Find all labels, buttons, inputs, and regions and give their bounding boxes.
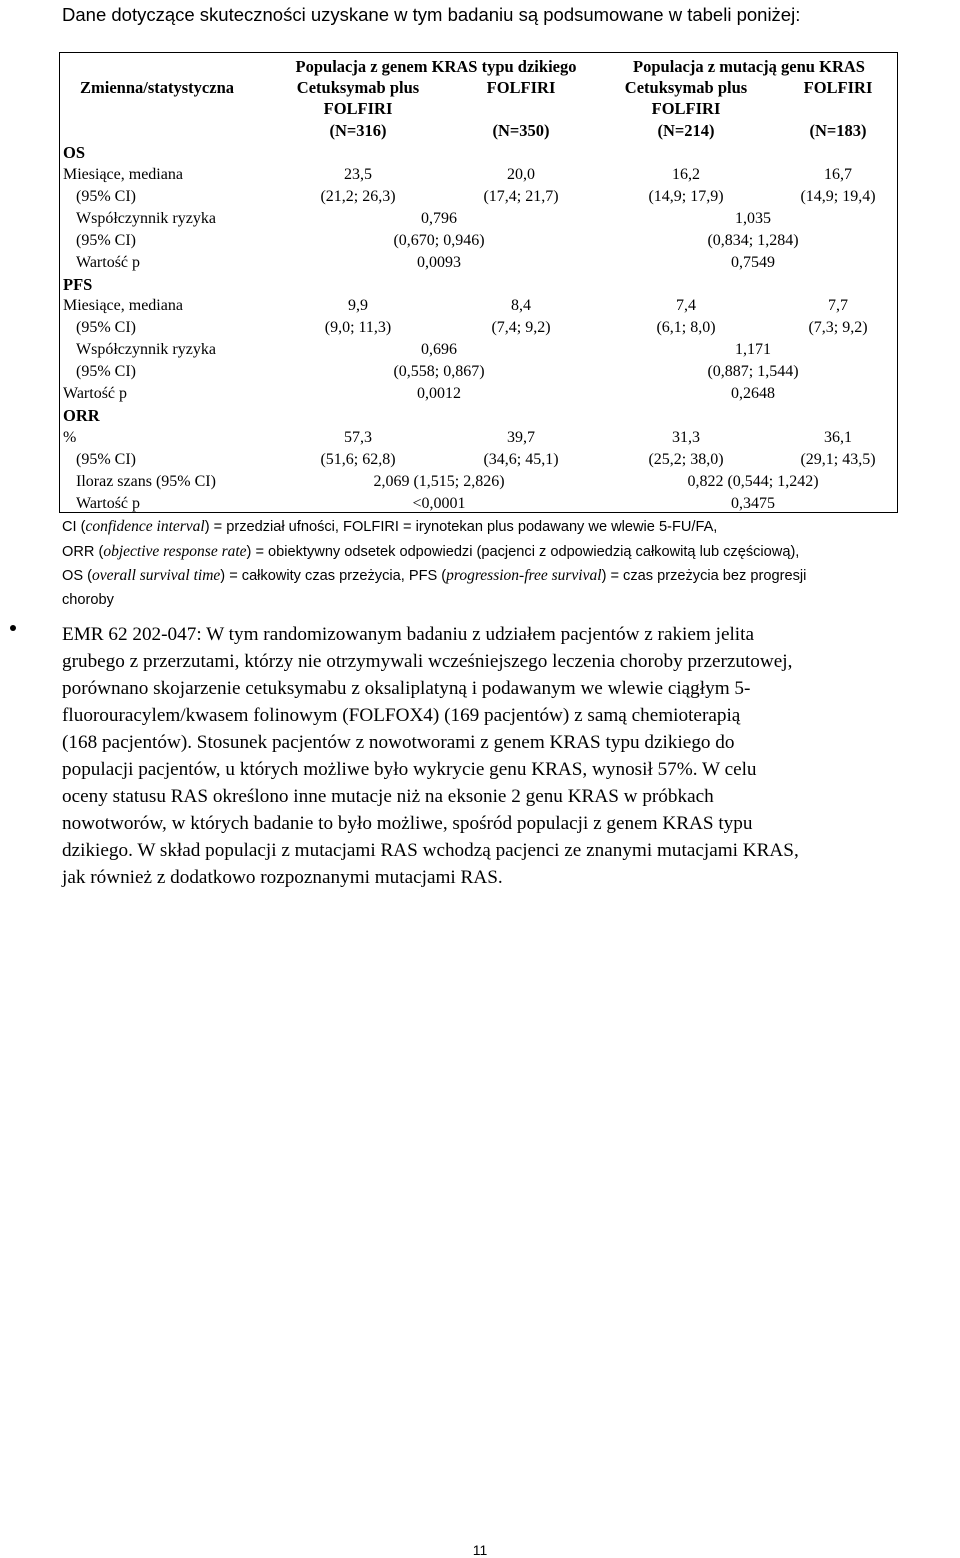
row-label: (95% CI): [76, 363, 136, 380]
table-cell: (9,0; 11,3): [324, 319, 392, 336]
footnote-text: CI (: [62, 519, 86, 535]
table-cell: (14,9; 17,9): [648, 188, 724, 205]
row-label: (95% CI): [76, 451, 136, 468]
table-cell: 7,7: [828, 297, 848, 314]
table-cell: (21,2; 26,3): [320, 188, 396, 205]
row-label: Wartość p: [63, 385, 128, 402]
table-cell: 1,171: [735, 341, 771, 358]
orr-title: ORR: [63, 406, 100, 425]
table-row: [60, 230, 899, 252]
header-group-mut: Populacja z mutacją genu KRAS: [633, 57, 865, 76]
section-title-pfs: [60, 274, 899, 296]
table-cell: (0,887; 1,544): [707, 363, 799, 380]
footnote-text: ) = obiektywny odsetek odpowiedzi (pacjenci z odpowiedzią całkowitą lub częściową),: [246, 543, 800, 560]
table-cell: (51,6; 62,8): [320, 451, 396, 468]
row-label: Iloraz szans (95% CI): [76, 473, 216, 490]
table-cell: 39,7: [507, 429, 535, 446]
table-row: [60, 361, 899, 383]
os-title: OS: [63, 143, 86, 162]
footnote-line: [62, 540, 960, 565]
header-mut-folfiri: FOLFIRI: [803, 78, 873, 97]
table-row: [60, 493, 899, 515]
table-cell: 0,0012: [417, 385, 461, 402]
header-group-wt: Populacja z genem KRAS typu dzikiego: [295, 57, 577, 76]
table-cell: (7,3; 9,2): [808, 319, 868, 336]
table-row: [60, 164, 899, 186]
footnote-text: ORR (: [62, 543, 104, 560]
table-cell: 0,696: [421, 341, 457, 358]
section-title-orr: [60, 405, 899, 427]
efficacy-table: [59, 52, 898, 513]
header-n-mut-cet: (N=214): [657, 121, 715, 140]
paragraph-line: EMR 62 202-047: W tym randomizowanym badaniu z udziałem pacjentów z rakiem jelita: [62, 624, 754, 645]
intro-text: Dane dotyczące skuteczności uzyskane w tym badaniu są podsumowane w tabeli poniżej:: [62, 4, 801, 25]
footnote-line: choroby: [62, 591, 114, 608]
table-row: [60, 208, 899, 230]
table-cell: 16,2: [672, 166, 700, 183]
row-label: Współczynnik ryzyka: [76, 210, 216, 227]
row-label: %: [63, 429, 77, 446]
footnote-italic: objective response rate: [103, 542, 247, 560]
table-cell: 36,1: [824, 429, 852, 446]
table-cell: (7,4; 9,2): [491, 319, 551, 336]
row-label: Miesiące, mediana: [63, 166, 183, 183]
bullet-icon: [10, 625, 16, 631]
section-title-os: [60, 142, 899, 164]
row-label: (95% CI): [76, 319, 136, 336]
paragraph-line: (168 pacjentów). Stosunek pacjentów z nowotworami z genem KRAS typu dzikiego do: [62, 732, 735, 753]
footnote-text: ) = całkowity czas przeżycia, PFS (: [220, 568, 447, 584]
footnote-text: OS (: [62, 568, 92, 584]
table-cell: 2,069 (1,515; 2,826): [373, 473, 505, 490]
table-row: [60, 339, 899, 361]
table-cell: 16,7: [824, 166, 852, 183]
table-cell: 0,0093: [417, 254, 461, 271]
header-wt-cetux: Cetuksymab plus: [296, 78, 420, 97]
table-cell: 31,3: [672, 429, 700, 446]
table-row: [60, 427, 899, 449]
row-label: Miesiące, mediana: [63, 297, 183, 314]
paragraph-line: oceny statusu RAS określono inne mutacje niż na eksonie 2 genu KRAS w próbkach: [62, 786, 714, 807]
table-cell: 0,3475: [731, 495, 775, 512]
study-paragraph: [62, 621, 960, 891]
paragraph-line: dzikiego. W skład populacji z mutacjami RAS wchodzą pacjenci ze znanymi mutacjami KRAS,: [62, 840, 799, 861]
row-label: Wartość p: [76, 495, 141, 512]
footnote-text: ) = czas przeżycia bez progresji: [601, 568, 807, 584]
table-cell: 8,4: [511, 297, 531, 314]
footnote-line: [62, 564, 960, 589]
footnote-text: ) = przedział ufności, FOLFIRI = irynotekan plus podawany we wlewie 5-FU/FA,: [204, 519, 718, 535]
table-cell: 0,822 (0,544; 1,242): [687, 473, 819, 490]
paragraph-line: fluorouracylem/kwasem folinowym (FOLFOX4) (169 pacjentów) z samą chemioterapią: [62, 705, 741, 726]
table-cell: (0,558; 0,867): [393, 363, 485, 380]
table-row: [60, 317, 899, 339]
pfs-title: PFS: [63, 275, 93, 294]
table-cell: 9,9: [348, 297, 368, 314]
header-n-mut-fol: (N=183): [809, 121, 867, 140]
table-cell: 0,7549: [731, 254, 775, 271]
table-cell: (14,9; 19,4): [800, 188, 876, 205]
table-cell: (0,834; 1,284): [707, 232, 799, 249]
row-label: Współczynnik ryzyka: [76, 341, 216, 358]
header-mut-cetux-2: FOLFIRI: [651, 99, 721, 118]
table-row: [60, 471, 899, 493]
row-label: Wartość p: [76, 254, 141, 271]
header-n-wt-cet: (N=316): [329, 121, 387, 140]
footnote-italic: confidence interval: [85, 518, 205, 535]
paragraph-line: populacji pacjentów, u których możliwe było wykrycie genu KRAS, wynosił 57%. W celu: [62, 759, 757, 780]
table-row: [60, 186, 899, 208]
table-row: [60, 449, 899, 471]
table-cell: 0,796: [421, 210, 457, 227]
header-wt-folfiri: FOLFIRI: [486, 78, 556, 97]
table-row: [60, 252, 899, 274]
table-row: [60, 383, 899, 405]
table-cell: (29,1; 43,5): [800, 451, 876, 468]
table-cell: 0,2648: [731, 385, 775, 402]
table-footnotes: [62, 515, 960, 612]
footnote-italic: progression-free survival: [446, 567, 602, 584]
table-cell: <0,0001: [412, 495, 466, 512]
table-cell: 1,035: [735, 210, 771, 227]
table-cell: (0,670; 0,946): [393, 232, 485, 249]
paragraph-line: porównano skojarzenie cetuksymabu z oksaliplatyną i podawanym we wlewie ciągłym 5-: [62, 678, 751, 699]
row-label: (95% CI): [76, 232, 136, 249]
table-row: [60, 295, 899, 317]
paragraph-line: grubego z przerzutami, którzy nie otrzymywali wcześniejszego leczenia choroby przerzutowej,: [62, 651, 793, 672]
table-cell: (6,1; 8,0): [656, 319, 716, 336]
page-number: 11: [472, 1542, 488, 1558]
table-header-row-3: [60, 98, 899, 120]
paragraph-line: jak również z dodatkowo rozpoznanymi mutacjami RAS.: [62, 867, 503, 888]
table-cell: 7,4: [676, 297, 696, 314]
header-wt-cetux-2: FOLFIRI: [323, 99, 393, 118]
table-cell: 57,3: [344, 429, 372, 446]
footnote-line: [62, 515, 960, 540]
table-cell: (25,2; 38,0): [648, 451, 724, 468]
table-header-row-2: [60, 77, 899, 99]
table-cell: 20,0: [507, 166, 535, 183]
paragraph-line: nowotworów, w których badanie to było możliwe, spośród populacji z genem KRAS typu: [62, 813, 753, 834]
table-header-row-1: [60, 56, 899, 78]
table-header-row-4: [60, 120, 899, 142]
header-n-wt-fol: (N=350): [492, 121, 550, 140]
table-cell: 23,5: [344, 166, 372, 183]
footnote-italic: overall survival time: [92, 567, 221, 584]
table-cell: (34,6; 45,1): [483, 451, 559, 468]
header-zmienna: Zmienna/statystyczna: [80, 78, 234, 97]
header-mut-cetux: Cetuksymab plus: [624, 78, 748, 97]
row-label: (95% CI): [76, 188, 136, 205]
table-cell: (17,4; 21,7): [483, 188, 559, 205]
